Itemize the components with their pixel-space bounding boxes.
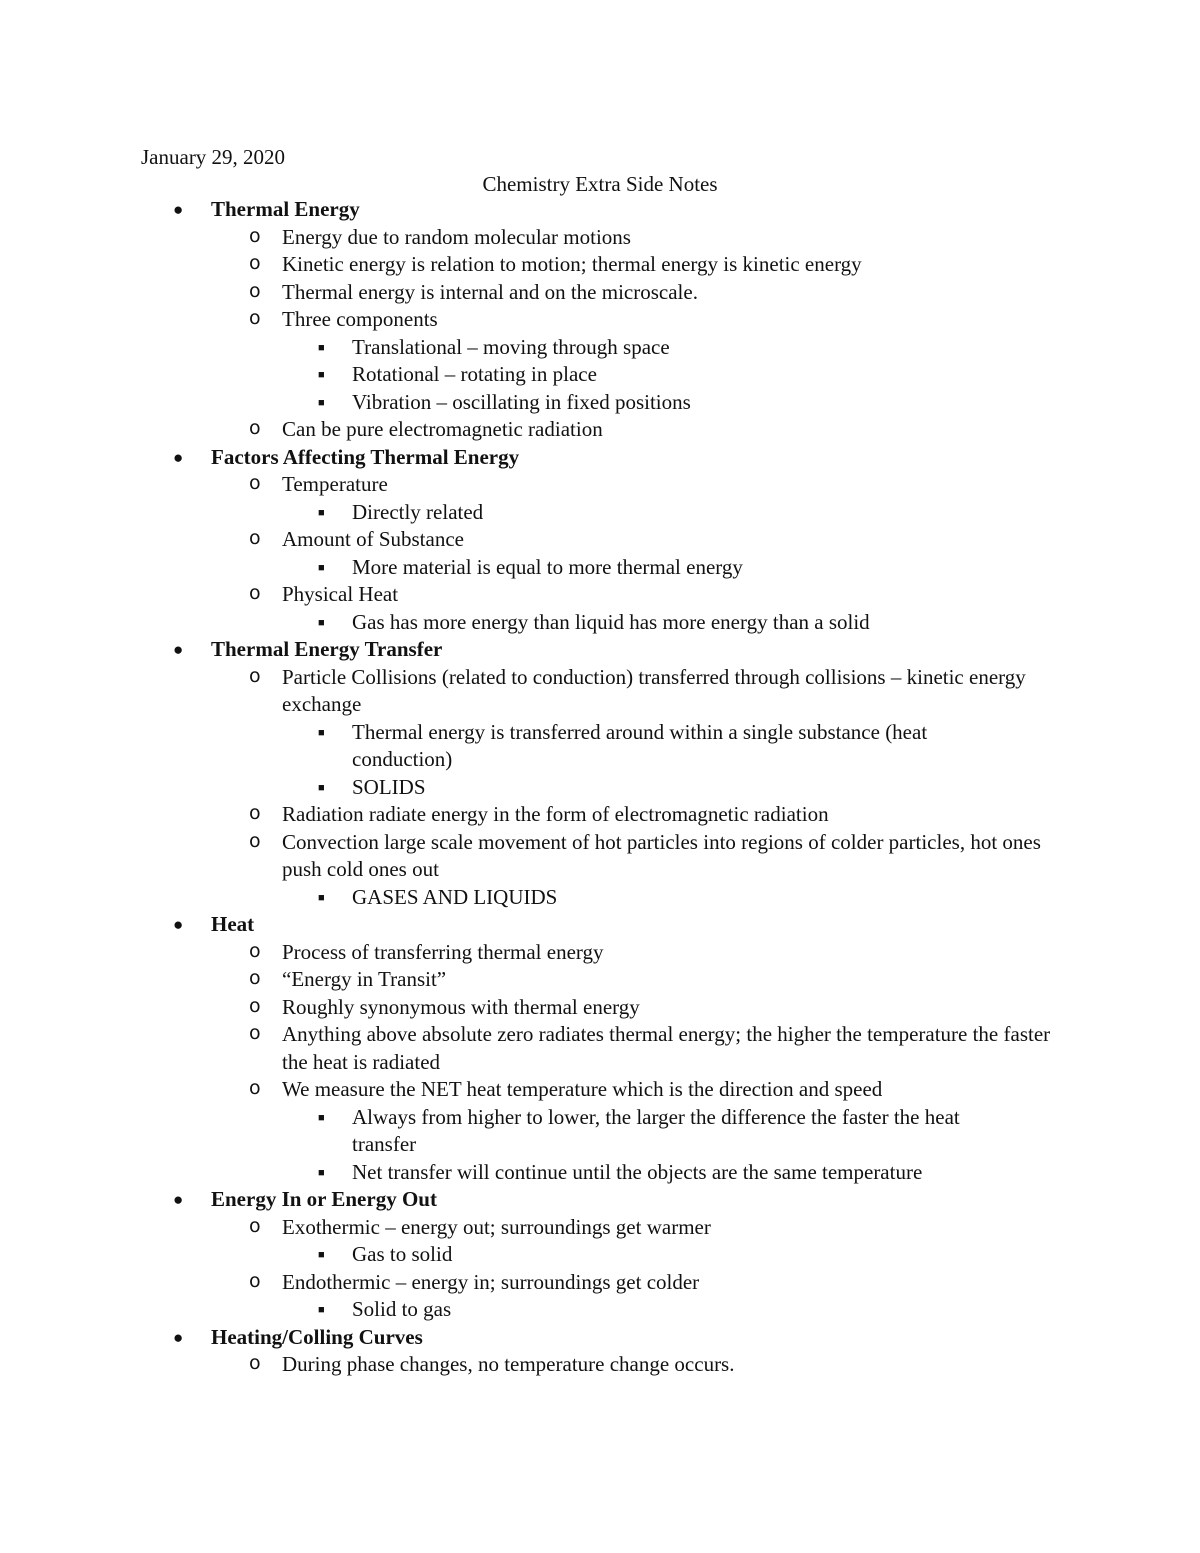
bullet-disc-icon: ● bbox=[173, 200, 184, 219]
bullet-circle-icon: o bbox=[249, 829, 261, 852]
bullet-circle-icon: o bbox=[249, 224, 261, 247]
outline-subitem bbox=[0, 1241, 1200, 1269]
bullet-square-icon: ■ bbox=[318, 396, 325, 409]
bullet-circle-icon: o bbox=[249, 279, 261, 302]
outline-subitem bbox=[0, 1104, 1200, 1159]
outline-text: Physical Heat bbox=[282, 582, 399, 606]
bullet-circle-icon: o bbox=[249, 582, 261, 604]
outline-text: Thermal Energy bbox=[211, 197, 360, 221]
outline-text: Gas to solid bbox=[352, 1242, 453, 1266]
outline-item bbox=[0, 1021, 1200, 1076]
outline-subitem bbox=[0, 1296, 1200, 1324]
outline-item bbox=[0, 1351, 1200, 1379]
bullet-circle-icon: o bbox=[249, 417, 261, 439]
section-heading bbox=[0, 196, 1200, 224]
outline-item bbox=[0, 416, 1200, 444]
outline-item bbox=[0, 251, 1200, 279]
outline-item bbox=[0, 664, 1200, 719]
bullet-circle-icon: o bbox=[249, 252, 261, 274]
outline-text: More material is equal to more thermal energy bbox=[352, 554, 743, 579]
bullet-square-icon: ■ bbox=[318, 341, 325, 354]
bullet-circle-icon: o bbox=[249, 967, 261, 989]
outline-subitem bbox=[0, 774, 1200, 802]
bullet-circle-icon: o bbox=[249, 664, 261, 687]
outline-text: Convection large scale movement of hot particles into regions of colder particles, hot ones push cold ones out bbox=[282, 829, 1041, 881]
outline-text: Amount of Substance bbox=[282, 527, 464, 551]
outline-text: Factors Affecting Thermal Energy bbox=[211, 444, 520, 469]
outline-item bbox=[0, 279, 1200, 307]
outline-item bbox=[0, 1269, 1200, 1297]
outline-text: Gas has more energy than liquid has more energy than a solid bbox=[352, 609, 870, 634]
section-heading bbox=[0, 1186, 1200, 1214]
bullet-circle-icon: o bbox=[249, 1269, 261, 1292]
outline-item bbox=[0, 471, 1200, 499]
bullet-square-icon: ■ bbox=[318, 369, 325, 381]
bullet-square-icon: ■ bbox=[318, 506, 325, 519]
section-heading bbox=[0, 1324, 1200, 1352]
bullet-circle-icon: o bbox=[249, 1352, 261, 1374]
outline-text: Endothermic – energy in; surroundings get colder bbox=[282, 1269, 700, 1294]
outline-subitem bbox=[0, 884, 1200, 912]
outline-subitem bbox=[0, 361, 1200, 389]
outline-text: Roughly synonymous with thermal energy bbox=[282, 994, 640, 1019]
bullet-circle-icon: o bbox=[249, 1214, 261, 1237]
bullet-circle-icon: o bbox=[249, 939, 261, 962]
outline-subitem bbox=[0, 334, 1200, 362]
outline-text: Process of transferring thermal energy bbox=[282, 939, 604, 964]
outline-text: Heat bbox=[211, 912, 255, 936]
outline-text: Heating/Colling Curves bbox=[211, 1324, 423, 1349]
bullet-disc-icon: ● bbox=[173, 915, 184, 934]
outline-text: Net transfer will continue until the objects are the same temperature bbox=[352, 1159, 923, 1184]
outline-text: Kinetic energy is relation to motion; thermal energy is kinetic energy bbox=[282, 252, 862, 276]
outline-item bbox=[0, 801, 1200, 829]
outline-text: Particle Collisions (related to conduction) transferred through collisions – kinetic energy exchange bbox=[282, 664, 1026, 716]
bullet-square-icon: ■ bbox=[318, 1166, 325, 1179]
bullet-square-icon: ■ bbox=[318, 726, 325, 739]
bullet-circle-icon: o bbox=[249, 1077, 261, 1099]
outline-text: Three components bbox=[282, 307, 438, 331]
bullet-square-icon: ■ bbox=[318, 1304, 325, 1316]
outline-text: Directly related bbox=[352, 499, 484, 524]
notes-outline bbox=[0, 196, 1200, 1379]
bullet-circle-icon: o bbox=[249, 307, 261, 329]
outline-text: Vibration – oscillating in fixed positions bbox=[352, 389, 691, 414]
document-title: Chemistry Extra Side Notes bbox=[482, 172, 718, 196]
outline-subitem bbox=[0, 1159, 1200, 1187]
outline-subitem bbox=[0, 389, 1200, 417]
outline-subitem bbox=[0, 609, 1200, 637]
outline-text: “Energy in Transit” bbox=[282, 967, 447, 991]
outline-item bbox=[0, 581, 1200, 609]
outline-text: Thermal Energy Transfer bbox=[211, 637, 443, 661]
outline-text: Thermal energy is transferred around within a single substance (heat conduction) bbox=[352, 719, 928, 771]
outline-item bbox=[0, 1214, 1200, 1242]
bullet-square-icon: ■ bbox=[318, 891, 325, 904]
outline-item bbox=[0, 306, 1200, 334]
bullet-square-icon: ■ bbox=[318, 1249, 325, 1261]
section-heading bbox=[0, 911, 1200, 939]
bullet-square-icon: ■ bbox=[318, 616, 325, 629]
bullet-circle-icon: o bbox=[249, 994, 261, 1017]
bullet-square-icon: ■ bbox=[318, 781, 325, 794]
outline-text: Thermal energy is internal and on the microscale. bbox=[282, 279, 698, 304]
section-heading bbox=[0, 444, 1200, 472]
outline-text: SOLIDS bbox=[352, 774, 426, 799]
outline-subitem bbox=[0, 719, 1200, 774]
outline-text: During phase changes, no temperature change occurs. bbox=[282, 1352, 735, 1376]
outline-text: Energy due to random molecular motions bbox=[282, 224, 631, 249]
outline-text: Energy In or Energy Out bbox=[211, 1187, 437, 1211]
bullet-circle-icon: o bbox=[249, 527, 261, 549]
outline-subitem bbox=[0, 554, 1200, 582]
bullet-circle-icon: o bbox=[249, 472, 261, 494]
outline-text: Can be pure electromagnetic radiation bbox=[282, 417, 603, 441]
bullet-disc-icon: ● bbox=[173, 1327, 184, 1347]
outline-item bbox=[0, 829, 1200, 884]
outline-item bbox=[0, 1076, 1200, 1104]
bullet-square-icon: ■ bbox=[318, 1111, 325, 1124]
outline-subitem bbox=[0, 499, 1200, 527]
outline-item bbox=[0, 966, 1200, 994]
outline-text: Temperature bbox=[282, 472, 388, 496]
outline-text: Translational – moving through space bbox=[352, 334, 670, 359]
outline-text: Rotational – rotating in place bbox=[352, 362, 597, 386]
outline-text: GASES AND LIQUIDS bbox=[352, 884, 558, 909]
bullet-square-icon: ■ bbox=[318, 561, 325, 574]
bullet-circle-icon: o bbox=[249, 1022, 261, 1044]
bullet-disc-icon: ● bbox=[173, 1190, 184, 1209]
outline-text: We measure the NET heat temperature which is the direction and speed bbox=[282, 1077, 883, 1101]
section-heading bbox=[0, 636, 1200, 664]
bullet-disc-icon: ● bbox=[173, 447, 184, 467]
outline-text: Radiation radiate energy in the form of electromagnetic radiation bbox=[282, 802, 829, 826]
outline-text: Always from higher to lower, the larger the difference the faster the heat transfer bbox=[352, 1104, 960, 1156]
outline-item bbox=[0, 526, 1200, 554]
outline-item bbox=[0, 939, 1200, 967]
outline-text: Solid to gas bbox=[352, 1297, 452, 1321]
outline-text: Exothermic – energy out; surroundings get warmer bbox=[282, 1214, 711, 1239]
document-date: January 29, 2020 bbox=[141, 145, 286, 169]
outline-text: Anything above absolute zero radiates thermal energy; the higher the temperature the faster the heat is radiated bbox=[282, 1022, 1051, 1074]
outline-item bbox=[0, 994, 1200, 1022]
outline-item bbox=[0, 224, 1200, 252]
bullet-disc-icon: ● bbox=[173, 640, 184, 659]
bullet-circle-icon: o bbox=[249, 802, 261, 824]
